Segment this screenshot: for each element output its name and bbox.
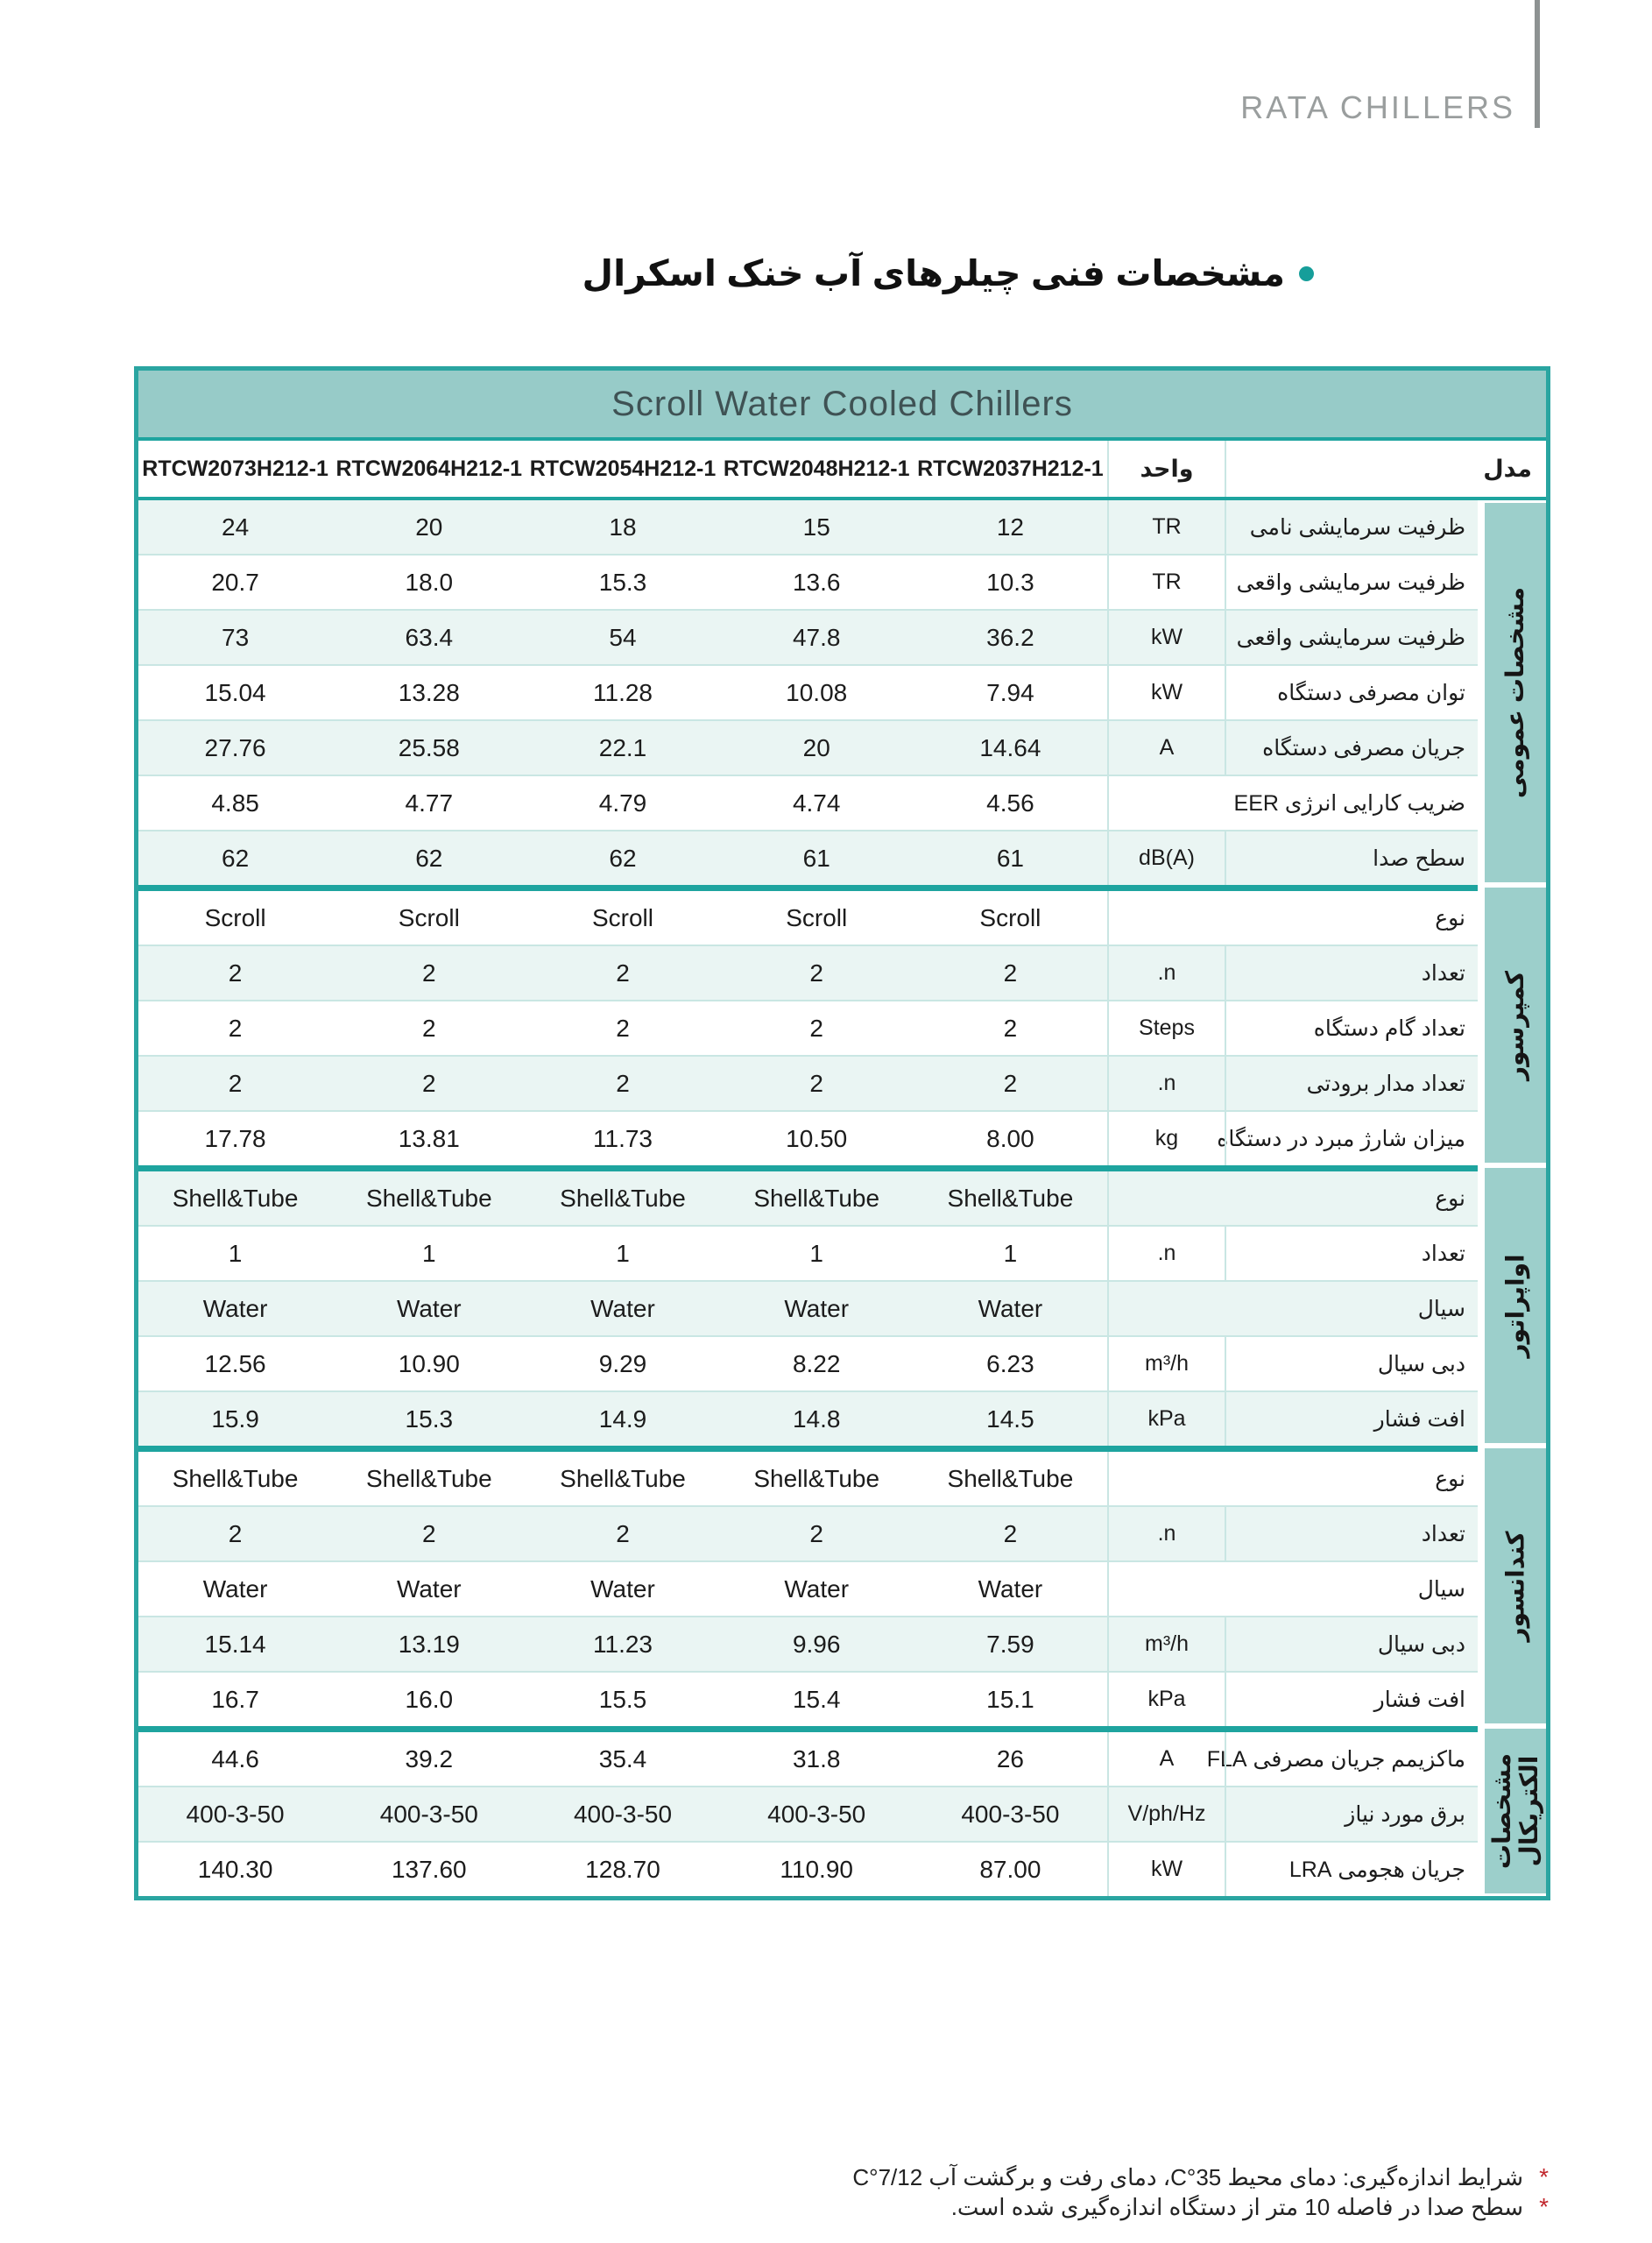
row-value-cell-4: 15.14 <box>204 1630 266 1658</box>
row-value-cell-0: 400-3-50 <box>961 1800 1060 1828</box>
row-value-cell-2: 22.1 <box>598 733 647 761</box>
row-label-cell: تعداد گام دستگاه <box>1313 1015 1465 1041</box>
row-unit-cell: n. <box>1107 1227 1226 1280</box>
row-unit-cell: kg <box>1107 1112 1226 1165</box>
row-value-cell-3: 25.58 <box>398 733 460 761</box>
sidebar-label-line: الکتریکال <box>1515 1755 1543 1867</box>
section-4 <box>138 1726 1546 1896</box>
row-value-cell-2: 2 <box>616 1519 630 1547</box>
row-label-cell: سطح صدا <box>1373 846 1465 871</box>
row-label-cell: نوع <box>1107 1171 1478 1225</box>
row-value-cell-3: Water <box>396 1294 462 1322</box>
sidebar-label-line: مشخصات <box>1488 1752 1515 1870</box>
table-row <box>138 1337 1478 1392</box>
table-sections <box>138 500 1546 1896</box>
row-label-cell: تعداد <box>1421 1521 1465 1546</box>
row-value-cell-4: 2 <box>228 1069 243 1097</box>
row-value-cell-0: Shell&Tube <box>947 1464 1074 1492</box>
row-value-cell-0: 14.64 <box>979 733 1041 761</box>
row-value-cell-4: 2 <box>228 1014 243 1042</box>
row-value-cell-3: 2 <box>422 1519 436 1547</box>
row-value-cell-1: Shell&Tube <box>753 1184 880 1212</box>
row-value-cell-3: 4.77 <box>405 789 454 817</box>
row-label-cell: تعداد <box>1421 1241 1465 1266</box>
row-value-cell-1: 47.8 <box>792 623 841 651</box>
table-row <box>138 1507 1478 1562</box>
row-value-cell-2: Water <box>590 1574 655 1603</box>
row-value-cell-4: 16.7 <box>211 1685 259 1713</box>
table-row <box>138 1392 1478 1446</box>
section-0 <box>138 500 1546 885</box>
unit-label-cell: واحد <box>1107 441 1226 497</box>
row-unit-cell: n. <box>1107 1507 1226 1560</box>
sidebar-gap <box>1478 885 1485 1165</box>
section-rows-2 <box>138 1165 1478 1446</box>
row-unit-cell: kW <box>1107 611 1226 664</box>
sidebar-label <box>1502 1531 1529 1641</box>
row-value-cell-2: 2 <box>616 1069 630 1097</box>
row-label-cell: سیال <box>1107 1282 1478 1335</box>
row-value-cell-4: 20.7 <box>211 568 259 596</box>
section-3 <box>138 1446 1546 1726</box>
table-row <box>138 1843 1478 1896</box>
row-label-cell: نوع <box>1107 891 1478 945</box>
row-value-cell-0: 2 <box>1003 959 1018 987</box>
table-row <box>138 891 1478 946</box>
footnote-0 <box>852 2162 1549 2192</box>
row-value-cell-4: 24 <box>222 513 250 541</box>
row-value-cell-4: 2 <box>228 959 243 987</box>
row-unit-cell: kPa <box>1107 1673 1226 1726</box>
section-1 <box>138 885 1546 1165</box>
row-value-cell-2: 18 <box>609 513 637 541</box>
row-value-cell-0: Scroll <box>979 903 1041 931</box>
row-value-cell-3: Shell&Tube <box>365 1464 492 1492</box>
row-value-cell-4: Water <box>202 1294 268 1322</box>
row-value-cell-3: 137.60 <box>391 1855 467 1883</box>
row-value-cell-0: Water <box>978 1294 1043 1322</box>
row-value-cell-4: 15.04 <box>204 678 266 706</box>
row-value-cell-4: 44.6 <box>211 1744 259 1772</box>
table-row <box>138 1787 1478 1843</box>
row-value-cell-2: 14.9 <box>598 1405 647 1433</box>
row-value-cell-4: 27.76 <box>204 733 266 761</box>
row-value-cell-1: 10.08 <box>786 678 848 706</box>
row-value-cell-3: 13.28 <box>398 678 460 706</box>
row-value-cell-1: 10.50 <box>786 1124 848 1152</box>
row-label-cell: میزان شارژ مبرد در دستگاه <box>1217 1126 1465 1151</box>
row-value-cell-1: 14.8 <box>792 1405 841 1433</box>
row-value-cell-0: 12 <box>996 513 1024 541</box>
row-value-cell-0: 7.94 <box>986 678 1034 706</box>
model-label-cell: مدل <box>1483 455 1532 482</box>
row-value-cell-4: Water <box>202 1574 268 1603</box>
row-value-cell-0: Shell&Tube <box>947 1184 1074 1212</box>
row-unit-cell: m³/h <box>1107 1337 1226 1390</box>
row-value-cell-1: 20 <box>802 733 830 761</box>
row-unit-cell: Steps <box>1107 1001 1226 1055</box>
row-value-cell-3: 20 <box>415 513 443 541</box>
row-label-cell: افت فشار <box>1373 1406 1465 1432</box>
row-value-cell-2: 35.4 <box>598 1744 647 1772</box>
row-value-cell-3: 10.90 <box>398 1349 460 1377</box>
row-label-cell: ماکزیمم جریان مصرفی FLA <box>1206 1746 1465 1772</box>
row-value-cell-3: Shell&Tube <box>365 1184 492 1212</box>
row-value-cell-0: 36.2 <box>986 623 1034 651</box>
sidebar-label-line: اواپراتور <box>1501 1253 1529 1358</box>
sidebar-label <box>1502 1254 1529 1357</box>
row-value-cell-2: 4.79 <box>598 789 647 817</box>
section-sidebar <box>1485 888 1546 1163</box>
table-row <box>138 1171 1478 1227</box>
table-row <box>138 611 1478 666</box>
row-label-cell: افت فشار <box>1373 1687 1465 1712</box>
footnote-marker: * <box>1539 2193 1549 2220</box>
section-sidebar <box>1485 1729 1546 1893</box>
row-value-cell-0: 2 <box>1003 1519 1018 1547</box>
row-value-cell-2: Water <box>590 1294 655 1322</box>
model-name-cell-0: RTCW2037H212-1 <box>917 456 1104 481</box>
row-value-cell-1: Scroll <box>786 903 848 931</box>
page-title: مشخصات فنی چیلرهای آب خنک اسکرال <box>582 253 1285 294</box>
title-bullet-icon <box>1299 266 1314 281</box>
table-row <box>138 1112 1478 1165</box>
row-label-cell: برق مورد نیاز <box>1345 1801 1465 1827</box>
model-name-cell-2: RTCW2054H212-1 <box>529 456 717 481</box>
row-label-cell: جریان هجومی LRA <box>1288 1857 1465 1882</box>
row-value-cell-0: 26 <box>996 1744 1024 1772</box>
row-value-cell-2: 400-3-50 <box>573 1800 673 1828</box>
row-unit-cell: A <box>1107 721 1226 775</box>
row-value-cell-0: 2 <box>1003 1069 1018 1097</box>
row-label-cell: توان مصرفی دستگاه <box>1277 680 1465 705</box>
row-value-cell-3: 13.19 <box>398 1630 460 1658</box>
row-value-cell-4: 2 <box>228 1519 243 1547</box>
row-value-cell-1: 110.90 <box>780 1855 853 1883</box>
table-row <box>138 1452 1478 1507</box>
table-row <box>138 1227 1478 1282</box>
model-header-row <box>138 441 1546 500</box>
row-value-cell-1: 15.4 <box>792 1685 841 1713</box>
brand-text: RATA CHILLERS <box>1240 89 1515 125</box>
row-value-cell-0: 1 <box>1003 1239 1018 1267</box>
row-unit-cell: kW <box>1107 1843 1226 1896</box>
row-value-cell-2: 11.28 <box>593 678 653 706</box>
row-value-cell-3: 39.2 <box>405 1744 454 1772</box>
row-value-cell-3: 2 <box>422 1069 436 1097</box>
row-value-cell-1: Shell&Tube <box>753 1464 880 1492</box>
row-value-cell-3: 15.3 <box>405 1405 454 1433</box>
row-value-cell-3: 62 <box>415 844 443 872</box>
brand-divider-bar <box>1535 0 1540 128</box>
row-value-cell-0: 6.23 <box>986 1349 1034 1377</box>
table-banner: Scroll Water Cooled Chillers <box>138 371 1546 441</box>
row-value-cell-4: 400-3-50 <box>186 1800 285 1828</box>
page-title-row <box>582 252 1314 294</box>
row-value-cell-4: 73 <box>222 623 250 651</box>
row-unit-cell: kW <box>1107 666 1226 719</box>
row-value-cell-3: 2 <box>422 959 436 987</box>
table-row <box>138 776 1478 831</box>
row-value-cell-1: 1 <box>809 1239 823 1267</box>
row-value-cell-2: 15.5 <box>598 1685 647 1713</box>
row-value-cell-3: Scroll <box>398 903 460 931</box>
sidebar-gap <box>1478 1165 1485 1446</box>
row-value-cell-3: 400-3-50 <box>379 1800 478 1828</box>
table-row <box>138 1057 1478 1112</box>
row-value-cell-2: 2 <box>616 1014 630 1042</box>
row-unit-cell: kPa <box>1107 1392 1226 1446</box>
section-sidebar <box>1485 503 1546 882</box>
row-label-cell: نوع <box>1107 1452 1478 1505</box>
row-value-cell-2: 2 <box>616 959 630 987</box>
row-value-cell-1: 2 <box>809 1069 823 1097</box>
row-label-cell: ظرفیت سرمایشی واقعی <box>1236 625 1465 650</box>
row-value-cell-0: 10.3 <box>986 568 1034 596</box>
row-value-cell-1: 31.8 <box>792 1744 841 1772</box>
row-value-cell-2: 1 <box>616 1239 630 1267</box>
table-row <box>138 1282 1478 1337</box>
sidebar-gap <box>1478 1446 1485 1726</box>
row-value-cell-1: 4.74 <box>792 789 841 817</box>
section-rows-4 <box>138 1726 1478 1896</box>
row-value-cell-4: Shell&Tube <box>172 1464 299 1492</box>
table-row <box>138 500 1478 555</box>
row-value-cell-3: 2 <box>422 1014 436 1042</box>
row-value-cell-1: 61 <box>802 844 830 872</box>
row-value-cell-3: 63.4 <box>405 623 454 651</box>
table-row <box>138 946 1478 1001</box>
section-sidebar <box>1485 1448 1546 1723</box>
table-row <box>138 1562 1478 1617</box>
row-value-cell-2: Shell&Tube <box>560 1464 686 1492</box>
row-value-cell-0: 7.59 <box>986 1630 1034 1658</box>
row-value-cell-4: Shell&Tube <box>172 1184 299 1212</box>
row-value-cell-3: 13.81 <box>398 1124 460 1152</box>
row-value-cell-0: 14.5 <box>986 1405 1034 1433</box>
row-value-cell-4: 12.56 <box>204 1349 266 1377</box>
row-value-cell-4: 17.78 <box>204 1124 266 1152</box>
row-value-cell-4: 1 <box>228 1239 243 1267</box>
table-row <box>138 555 1478 611</box>
row-unit-cell: n. <box>1107 946 1226 1000</box>
row-value-cell-0: 61 <box>996 844 1024 872</box>
table-row <box>138 1617 1478 1673</box>
row-label-cell: دبی سیال <box>1377 1351 1465 1376</box>
row-value-cell-1: Water <box>784 1574 850 1603</box>
row-value-cell-2: 11.73 <box>593 1124 653 1152</box>
row-value-cell-2: Shell&Tube <box>560 1184 686 1212</box>
model-name-cell-4: RTCW2073H212-1 <box>142 456 328 481</box>
row-unit-cell: TR <box>1107 555 1226 609</box>
footnotes <box>852 2162 1549 2222</box>
sidebar-label <box>1502 970 1529 1079</box>
row-value-cell-4: Scroll <box>204 903 266 931</box>
row-value-cell-2: 9.29 <box>598 1349 647 1377</box>
footnote-1 <box>852 2192 1549 2222</box>
row-label-cell: جریان مصرفی دستگاه <box>1262 735 1465 761</box>
row-value-cell-3: Water <box>396 1574 462 1603</box>
row-value-cell-2: Scroll <box>591 903 653 931</box>
sidebar-gap <box>1478 1726 1485 1896</box>
row-value-cell-3: 1 <box>422 1239 436 1267</box>
row-unit-cell: n. <box>1107 1057 1226 1110</box>
row-unit-cell: TR <box>1107 500 1226 554</box>
row-unit-cell: dB(A) <box>1107 831 1226 885</box>
table-row <box>138 721 1478 776</box>
footnote-text: شرایط اندازه‌گیری: دمای محیط 35°C، دمای رفت و برگشت آب 7/12°C <box>852 2164 1524 2190</box>
section-rows-0 <box>138 500 1478 885</box>
row-value-cell-1: 400-3-50 <box>767 1800 866 1828</box>
row-value-cell-1: Water <box>784 1294 850 1322</box>
row-value-cell-2: 128.70 <box>585 1855 660 1883</box>
row-value-cell-1: 8.22 <box>792 1349 841 1377</box>
row-value-cell-0: 2 <box>1003 1014 1018 1042</box>
row-value-cell-3: 16.0 <box>405 1685 454 1713</box>
model-name-cell-1: RTCW2048H212-1 <box>723 456 910 481</box>
section-sidebar <box>1485 1168 1546 1443</box>
row-value-cell-4: 62 <box>222 844 250 872</box>
row-value-cell-2: 62 <box>609 844 637 872</box>
model-name-cell-3: RTCW2064H212-1 <box>335 456 523 481</box>
section-rows-3 <box>138 1446 1478 1726</box>
row-value-cell-0: 87.00 <box>979 1855 1041 1883</box>
row-value-cell-4: 15.9 <box>211 1405 259 1433</box>
section-2 <box>138 1165 1546 1446</box>
sidebar-label <box>1488 1753 1543 1869</box>
section-rows-1 <box>138 885 1478 1165</box>
row-value-cell-4: 4.85 <box>211 789 259 817</box>
table-row <box>138 1673 1478 1726</box>
sidebar-label-line: مشخصات عمومی <box>1501 586 1529 799</box>
row-label-cell: ظرفیت سرمایشی واقعی <box>1236 570 1465 595</box>
row-value-cell-4: 140.30 <box>197 1855 273 1883</box>
spec-table <box>134 366 1550 1900</box>
row-label-cell: ظرفیت سرمایشی نامی <box>1249 514 1465 540</box>
sidebar-gap <box>1478 500 1485 885</box>
sidebar-label <box>1502 587 1529 798</box>
row-label-cell: تعداد <box>1421 960 1465 986</box>
row-value-cell-0: 15.1 <box>986 1685 1034 1713</box>
table-row <box>138 1001 1478 1057</box>
row-value-cell-3: 18.0 <box>405 568 454 596</box>
row-label-cell: دبی سیال <box>1377 1631 1465 1657</box>
row-unit-cell: m³/h <box>1107 1617 1226 1671</box>
row-value-cell-1: 2 <box>809 1519 823 1547</box>
row-value-cell-2: 54 <box>609 623 637 651</box>
row-value-cell-0: 8.00 <box>986 1124 1034 1152</box>
row-value-cell-2: 15.3 <box>598 568 647 596</box>
table-row <box>138 831 1478 885</box>
row-label-cell: تعداد مدار برودتی <box>1306 1071 1465 1096</box>
footnote-marker: * <box>1539 2163 1549 2190</box>
row-unit-cell: V/ph/Hz <box>1107 1787 1226 1841</box>
sidebar-label-line: کندانسور <box>1501 1530 1529 1642</box>
row-value-cell-1: 9.96 <box>792 1630 841 1658</box>
footnote-text: سطح صدا در فاصله 10 متر از دستگاه اندازه‌گیری شده است. <box>950 2194 1524 2220</box>
row-label-cell: ضریب کارایی انرژی EER <box>1107 776 1478 830</box>
row-value-cell-0: Water <box>978 1574 1043 1603</box>
row-value-cell-1: 2 <box>809 1014 823 1042</box>
row-value-cell-1: 13.6 <box>792 568 841 596</box>
row-value-cell-1: 15 <box>802 513 830 541</box>
table-row <box>138 1732 1478 1787</box>
sidebar-label-line: کمپرسور <box>1501 970 1529 1080</box>
row-label-cell: سیال <box>1107 1562 1478 1616</box>
row-unit-cell: A <box>1107 1732 1226 1786</box>
row-value-cell-2: 11.23 <box>593 1630 653 1658</box>
row-value-cell-0: 4.56 <box>986 789 1034 817</box>
row-value-cell-1: 2 <box>809 959 823 987</box>
table-row <box>138 666 1478 721</box>
